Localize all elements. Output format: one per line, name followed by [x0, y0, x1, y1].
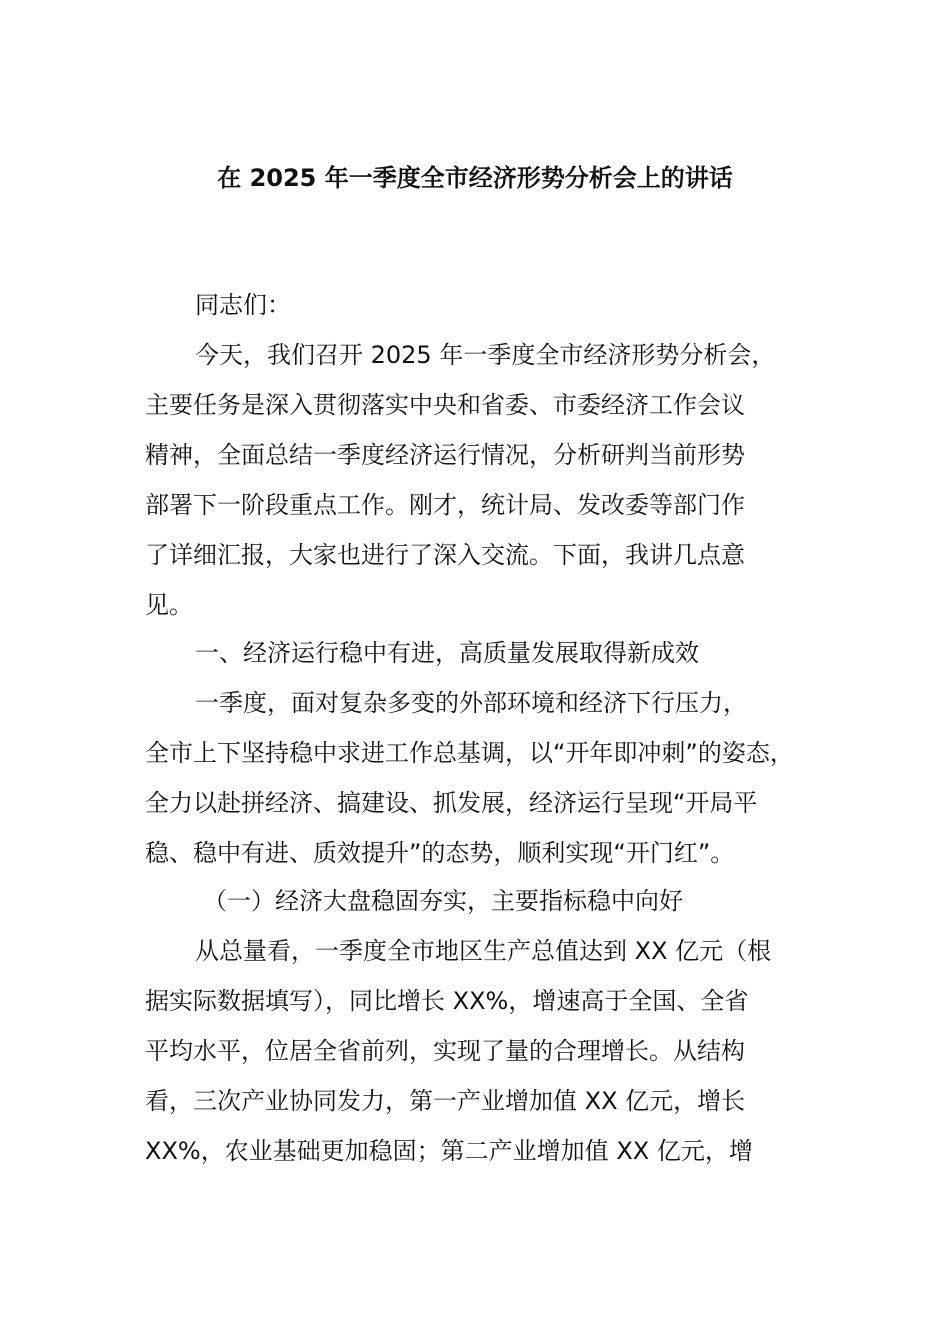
- paragraph-line: XX%，农业基础更加稳固；第二产业增加值 XX 亿元，增: [145, 1137, 753, 1165]
- salutation: 同志们：: [195, 291, 291, 319]
- paragraph-line: 见。: [145, 591, 193, 619]
- paragraph-line: 一季度，面对复杂多变的外部环境和经济下行压力，: [195, 689, 747, 717]
- paragraph-line: 全力以赴拼经济、搞建设、抓发展，经济运行呈现“开局平: [145, 789, 758, 817]
- paragraph-line: 了详细汇报，大家也进行了深入交流。下面，我讲几点意: [145, 541, 745, 569]
- paragraph-line: 全市上下坚持稳中求进工作总基调，以“开年即冲刺”的姿态，: [145, 739, 794, 767]
- paragraph-line: 稳、稳中有进、质效提升”的态势，顺利实现“开门红”。: [145, 839, 735, 867]
- paragraph-line: 主要任务是深入贯彻落实中央和省委、市委经济工作会议: [145, 391, 745, 419]
- paragraph-line: 今天，我们召开 2025 年一季度全市经济形势分析会，: [195, 341, 776, 369]
- subsection-heading: （一）经济大盘稳固夯实，主要指标稳中向好: [203, 887, 683, 915]
- document-title: 在 2025 年一季度全市经济形势分析会上的讲话: [217, 164, 733, 192]
- paragraph-line: 看，三次产业协同发力，第一产业增加值 XX 亿元，增长: [145, 1087, 746, 1115]
- paragraph-line: 平均水平，位居全省前列，实现了量的合理增长。从结构: [145, 1037, 745, 1065]
- paragraph-line: 从总量看，一季度全市地区生产总值达到 XX 亿元（根: [195, 937, 772, 965]
- section-heading: 一、经济运行稳中有进，高质量发展取得新成效: [195, 639, 699, 667]
- paragraph-line: 精神，全面总结一季度经济运行情况，分析研判当前形势: [145, 441, 745, 469]
- paragraph-line: 部署下一阶段重点工作。刚才，统计局、发改委等部门作: [145, 491, 745, 519]
- paragraph-line: 据实际数据填写），同比增长 XX%，增速高于全国、全省: [145, 987, 749, 1015]
